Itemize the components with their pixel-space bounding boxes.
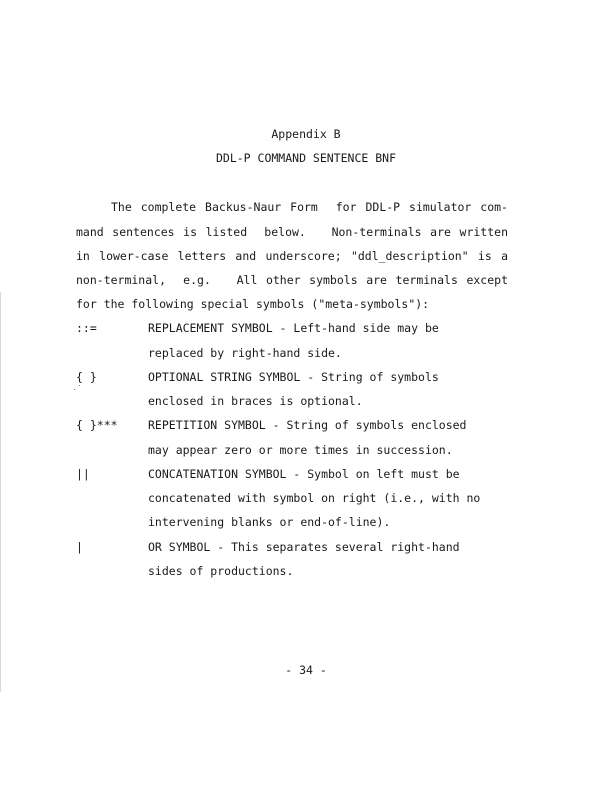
- meta-symbol-description: sides of productions.: [148, 564, 294, 578]
- meta-symbol-description: OPTIONAL STRING SYMBOL - String of symbols: [148, 370, 439, 384]
- meta-symbol-description: OR SYMBOL - This separates several right-hand: [148, 540, 460, 554]
- meta-symbol-description: intervening blanks or end-of-line).: [148, 515, 391, 529]
- intro-line: in lower-case letters and underscore; "ddl_description" is a: [76, 249, 508, 263]
- meta-symbol-description: replaced by right-hand side.: [148, 346, 342, 360]
- meta-symbol-description: CONCATENATION SYMBOL - Symbol on left must be: [148, 467, 460, 481]
- intro-line: for the following special symbols ("meta-symbols"):: [76, 297, 430, 311]
- meta-symbol-description: REPLACEMENT SYMBOL - Left-hand side may be: [148, 321, 439, 335]
- meta-symbol: ||: [76, 467, 90, 481]
- scan-speck: [74, 389, 75, 390]
- page-number: - 34 -: [285, 663, 327, 677]
- meta-symbol: { }: [76, 370, 97, 384]
- meta-symbol-description: enclosed in braces is optional.: [148, 394, 363, 408]
- meta-symbol: ::=: [76, 321, 97, 335]
- scan-speck: [79, 385, 80, 386]
- meta-symbol: { }***: [76, 418, 118, 432]
- intro-line: The complete Backus-Naur Form for DDL-P simulator com-: [111, 200, 508, 214]
- meta-symbol-description: concatenated with symbol on right (i.e., with no: [148, 491, 481, 505]
- scan-edge-line: [0, 292, 1, 692]
- meta-symbol-description: may appear zero or more times in succession.: [148, 443, 453, 457]
- appendix-heading: Appendix B: [271, 127, 341, 141]
- meta-symbol: |: [76, 540, 83, 554]
- section-title: DDL-P COMMAND SENTENCE BNF: [215, 151, 396, 165]
- intro-line: mand sentences is listed below. Non-terminals are written: [76, 225, 508, 239]
- meta-symbol-description: REPETITION SYMBOL - String of symbols enclosed: [148, 418, 467, 432]
- intro-line: non-terminal, e.g. All other symbols are terminals except: [76, 273, 508, 287]
